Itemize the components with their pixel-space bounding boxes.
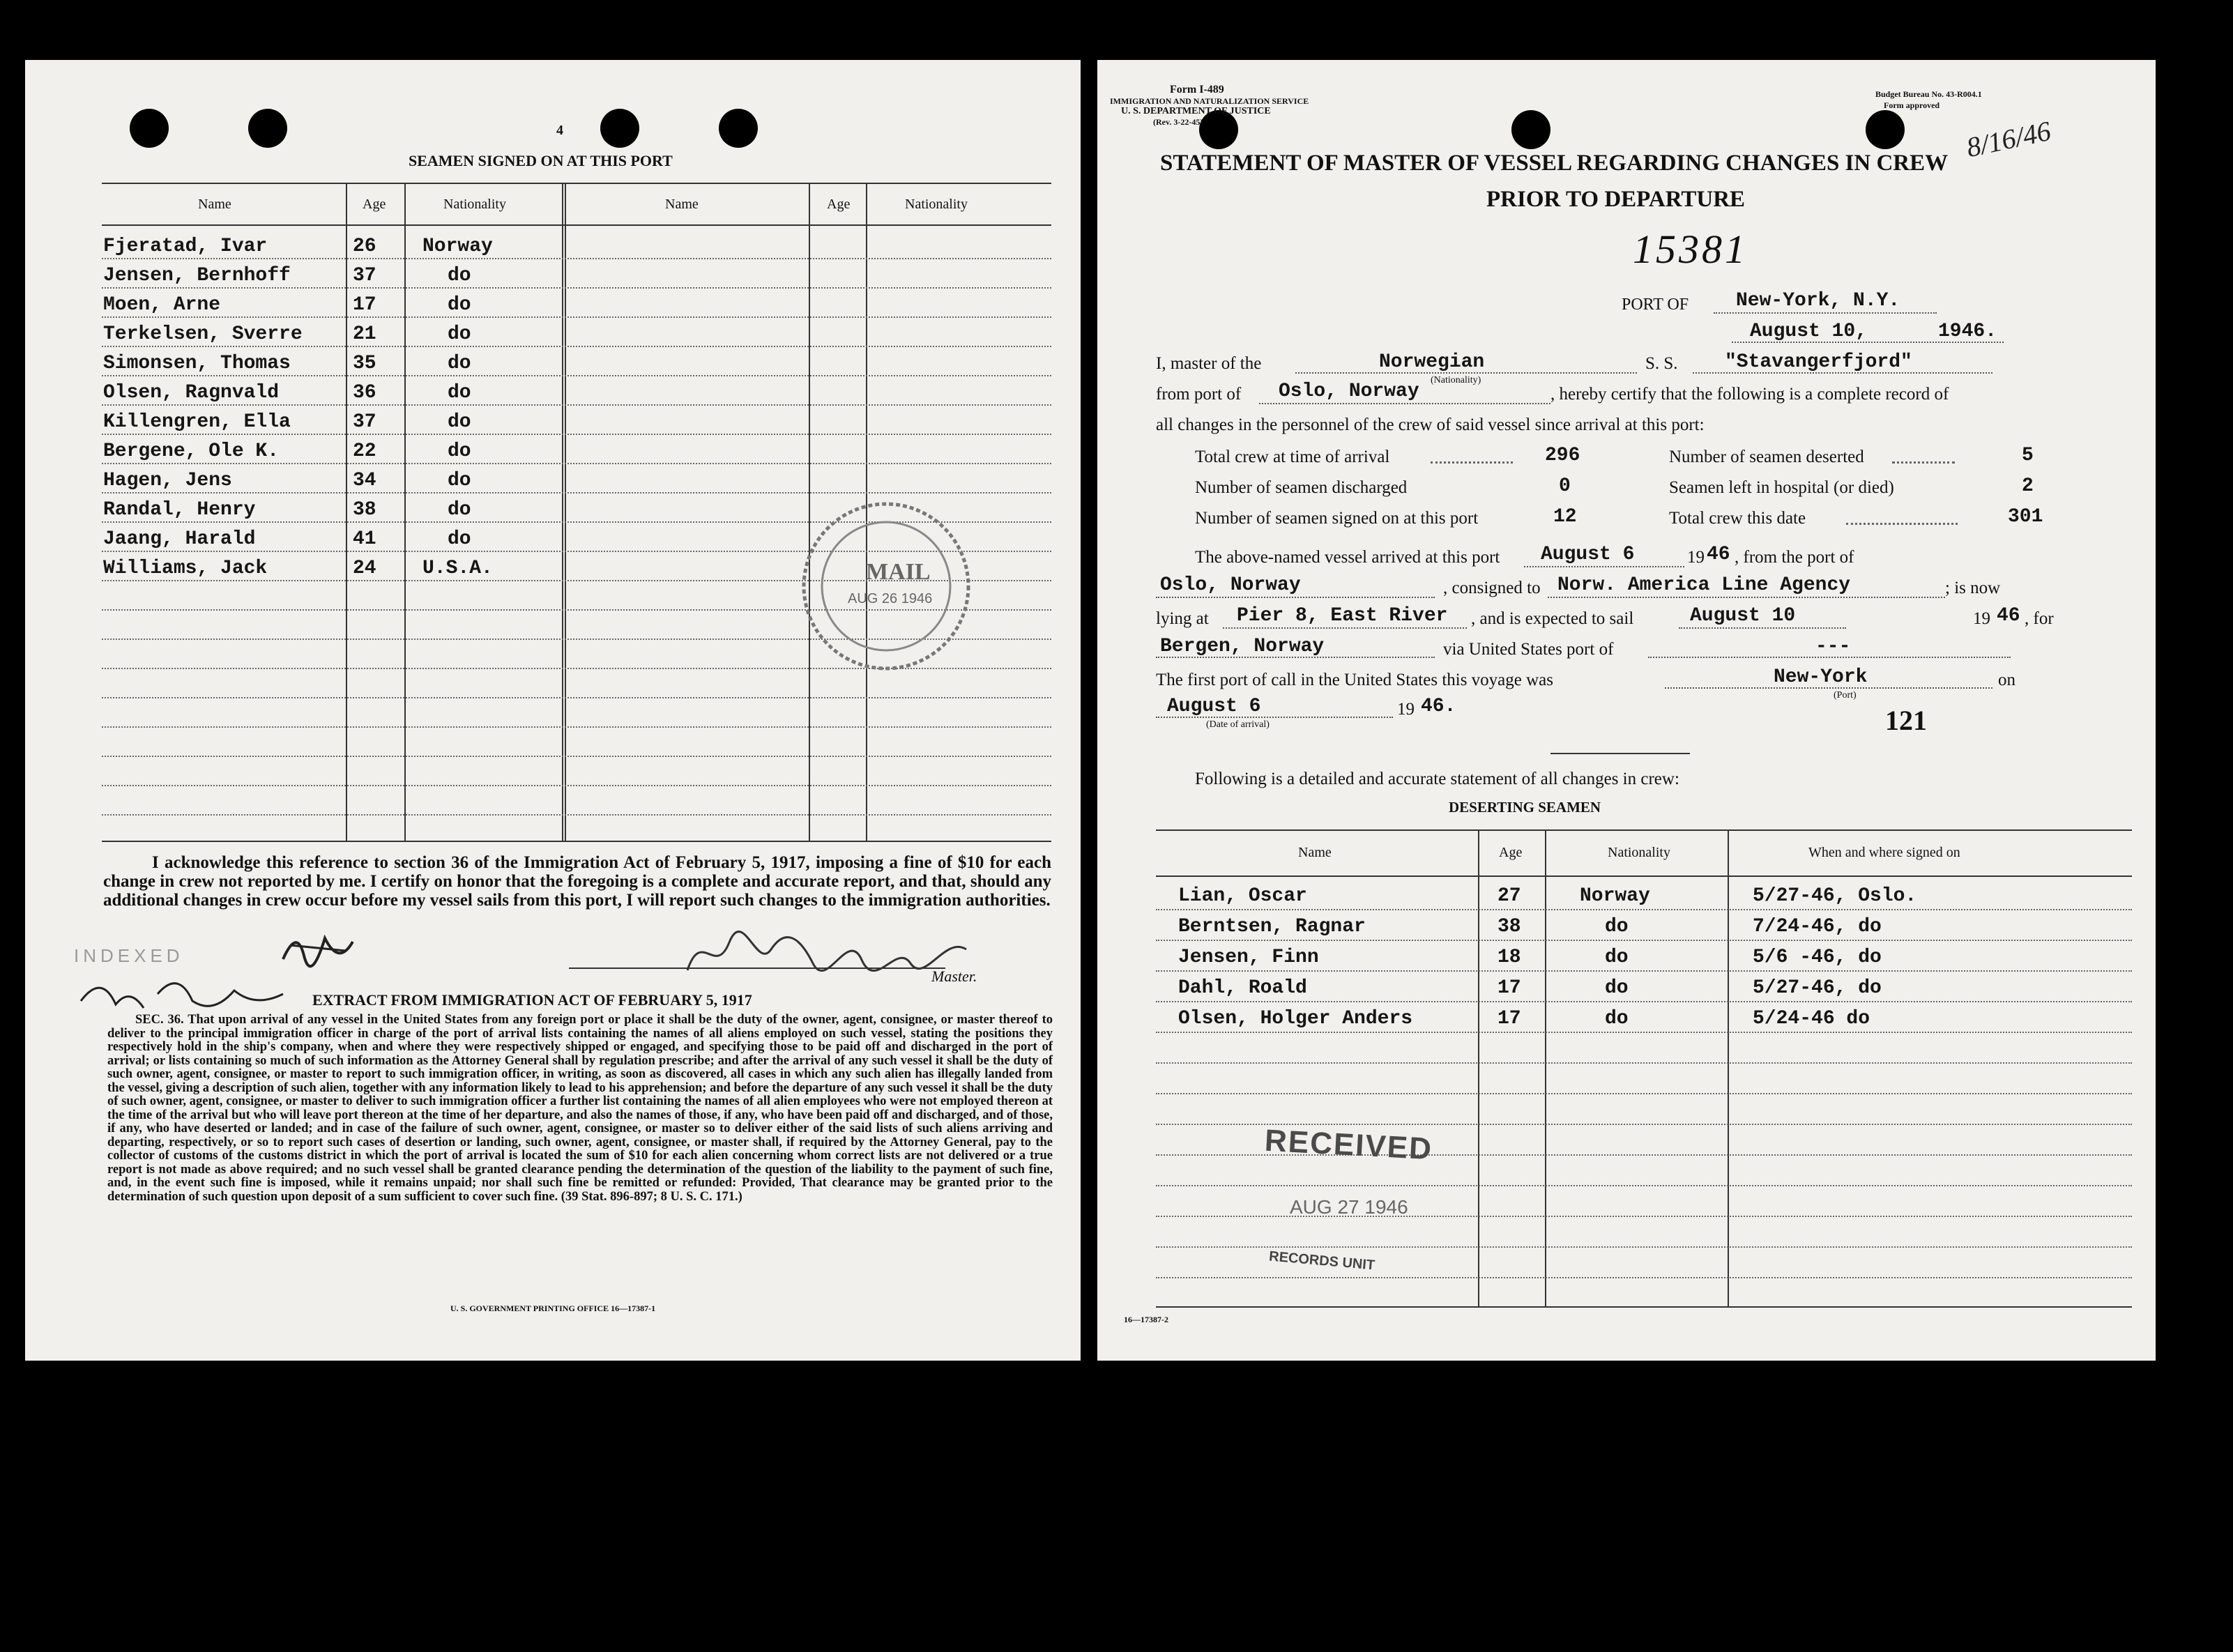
master-label: I, master of the: [1156, 354, 1262, 373]
deserter-nationality: Norway: [1580, 885, 1650, 907]
expected-label: , and is expected to sail: [1471, 609, 1634, 628]
is-now-label: ; is now: [1945, 579, 2001, 597]
punch-hole: [1866, 110, 1905, 149]
crew-nationality: do: [448, 323, 471, 345]
crew-age: 38: [353, 499, 376, 521]
crew-age: 22: [353, 441, 376, 462]
hospital-label: Seamen left in hospital (or died): [1669, 478, 1894, 497]
lying-label: lying at: [1156, 609, 1209, 628]
year-value: 1946.: [1938, 321, 1997, 342]
crew-age: 24: [353, 558, 376, 579]
arrived-year: 46: [1707, 544, 1730, 565]
received-date: AUG 27 1946: [1290, 1196, 1408, 1218]
footer-code: 16—17387-2: [1124, 1315, 1168, 1324]
certify-text: , hereby certify that the following is a complete record of: [1550, 385, 1949, 404]
extract-title: EXTRACT FROM IMMIGRATION ACT OF FEBRUARY 5, 1917: [312, 991, 752, 1009]
col-header-name: Name: [665, 197, 699, 212]
punch-hole: [600, 109, 639, 148]
punch-hole: [248, 109, 287, 148]
left-page: [25, 60, 1081, 1361]
punch-hole: [1511, 110, 1550, 149]
date-value: August 10,: [1750, 321, 1868, 342]
crew-name: Hagen, Jens: [103, 470, 232, 491]
deserter-signed: 5/24-46 do: [1753, 1008, 1870, 1030]
deserter-name: Dahl, Roald: [1178, 977, 1307, 999]
from-port-label: from port of: [1156, 385, 1242, 404]
date-arrival-caption: (Date of arrival): [1206, 719, 1270, 730]
port-label: PORT OF: [1622, 296, 1689, 314]
crew-name: Fjeratad, Ivar: [103, 236, 268, 257]
crew-name: Terkelsen, Sverre: [103, 323, 303, 345]
section-title: SEAMEN SIGNED ON AT THIS PORT: [409, 152, 673, 169]
right-page: [1097, 60, 2156, 1361]
port-value: New-York, N.Y.: [1736, 290, 1900, 312]
total-crew-arrival: 296: [1545, 445, 1580, 466]
total-crew-date-label: Total crew this date: [1669, 509, 1806, 528]
deserter-nationality: do: [1605, 947, 1629, 968]
nationality-value: Norwegian: [1379, 351, 1485, 373]
col-header-signed: When and where signed on: [1808, 845, 1960, 860]
from-port-value: Oslo, Norway: [1279, 381, 1419, 402]
arrived-from-value: Oslo, Norway: [1160, 574, 1301, 596]
deserter-name: Olsen, Holger Anders: [1178, 1008, 1413, 1030]
first-port-label: The first port of call in the United States this voyage was: [1156, 671, 1554, 689]
deserter-signed: 5/27-46, Oslo.: [1753, 885, 1917, 907]
sail-value: August 10: [1690, 605, 1796, 627]
deserter-signed: 7/24-46, do: [1753, 916, 1882, 938]
first-date-value: August 6: [1167, 696, 1261, 717]
deserter-age: 17: [1497, 977, 1521, 999]
col-header-nationality: Nationality: [443, 197, 506, 212]
mail-stamp-text: MAIL: [866, 559, 931, 585]
crew-nationality: do: [448, 499, 471, 521]
deserter-nationality: do: [1605, 977, 1629, 999]
consigned-label: , consigned to: [1443, 579, 1541, 597]
deserter-nationality: do: [1605, 916, 1629, 938]
col-header-nationality: Nationality: [905, 197, 968, 212]
for-label: , for: [2025, 609, 2054, 628]
deserting-title: DESERTING SEAMEN: [1449, 799, 1601, 816]
crew-nationality: do: [448, 470, 471, 491]
crew-name: Killengren, Ella: [103, 411, 291, 433]
crew-name: Jaang, Harald: [103, 528, 256, 550]
on-label: on: [1998, 671, 2015, 689]
first-port-caption: (Port): [1834, 690, 1857, 701]
hospital-count: 2: [2022, 475, 2034, 497]
col-header-age: Age: [1499, 845, 1523, 860]
arrived-year-prefix: 19: [1687, 548, 1705, 567]
col-header-name: Name: [1298, 845, 1332, 860]
deserter-name: Jensen, Finn: [1178, 947, 1319, 968]
deserted-label: Number of seamen deserted: [1669, 448, 1864, 466]
department-name: U. S. DEPARTMENT OF JUSTICE: [1121, 106, 1271, 116]
crew-name: Randal, Henry: [103, 499, 256, 521]
crew-name: Simonsen, Thomas: [103, 353, 291, 374]
received-stamp: RECEIVED: [1263, 1123, 1434, 1167]
via-value: ---: [1815, 636, 1851, 657]
deserter-age: 38: [1497, 916, 1521, 938]
sail-year-prefix: 19: [1973, 609, 1990, 628]
punch-hole: [130, 109, 169, 148]
records-unit-stamp: RECORDS UNIT: [1268, 1248, 1375, 1274]
following-label: Following is a detailed and accurate statement of all changes in crew:: [1195, 770, 1679, 788]
form-title-line2: PRIOR TO DEPARTURE: [1486, 187, 1746, 212]
crew-nationality: Norway: [422, 236, 493, 257]
deserter-signed: 5/6 -46, do: [1753, 947, 1882, 968]
deserter-signed: 5/27-46, do: [1753, 977, 1882, 999]
signed-on-label: Number of seamen signed on at this port: [1195, 509, 1479, 528]
nationality-caption: (Nationality): [1431, 375, 1481, 385]
certify-text-2: all changes in the personnel of the crew of said vessel since arrival at this port:: [1156, 415, 1705, 434]
crew-nationality: do: [448, 441, 471, 462]
crew-age: 37: [353, 411, 376, 433]
first-year: 46.: [1421, 696, 1456, 717]
consigned-value: Norw. America Line Agency: [1557, 574, 1851, 596]
deserter-age: 17: [1497, 1008, 1521, 1030]
crew-age: 35: [353, 353, 376, 374]
sail-year: 46: [1997, 605, 2020, 627]
crew-nationality: do: [448, 411, 471, 433]
punch-hole: [719, 109, 758, 148]
indexed-stamp: INDEXED: [74, 945, 184, 966]
deserter-name: Berntsen, Ragnar: [1178, 916, 1366, 938]
col-header-age: Age: [363, 197, 386, 212]
crew-age: 21: [353, 323, 376, 345]
first-year-prefix: 19: [1397, 700, 1415, 719]
crew-nationality: do: [448, 382, 471, 404]
total-crew-date: 301: [2008, 506, 2043, 528]
lying-value: Pier 8, East River: [1237, 605, 1448, 627]
for-value: Bergen, Norway: [1160, 636, 1325, 657]
col-header-name: Name: [198, 197, 231, 212]
crew-nationality: do: [448, 294, 471, 316]
total-crew-arrival-label: Total crew at time of arrival: [1195, 448, 1390, 466]
via-label: via United States port of: [1443, 640, 1614, 659]
form-number: Form I-489: [1170, 84, 1224, 95]
master-signature: [680, 921, 973, 988]
signed-on-count: 12: [1553, 506, 1577, 528]
mail-stamp: [799, 499, 973, 673]
handwritten-file-number: 15381: [1633, 227, 1748, 272]
ss-label: S. S.: [1645, 354, 1678, 373]
crew-name: Bergene, Ole K.: [103, 441, 280, 462]
crew-age: 26: [353, 236, 376, 257]
first-port-value: New-York: [1774, 666, 1868, 688]
crew-age: 41: [353, 528, 376, 550]
agency-name: IMMIGRATION AND NATURALIZATION SERVICE: [1110, 96, 1309, 106]
crew-age: 36: [353, 382, 376, 404]
form-title-line1: STATEMENT OF MASTER OF VESSEL REGARDING CHANGES IN CREW: [1160, 151, 1949, 176]
crew-name: Olsen, Ragnvald: [103, 382, 280, 404]
budget-bureau: Budget Bureau No. 43-R004.1: [1875, 89, 1982, 99]
ship-name: "Stavangerfjord": [1725, 351, 1912, 373]
handwritten-121: 121: [1885, 705, 1927, 736]
crew-name: Jensen, Bernhoff: [103, 265, 291, 286]
crew-age: 17: [353, 294, 376, 316]
deserter-age: 27: [1497, 885, 1521, 907]
crew-nationality: do: [448, 353, 471, 374]
crew-nationality: do: [448, 265, 471, 286]
master-label: Master.: [931, 968, 977, 985]
col-header-age: Age: [827, 197, 851, 212]
arrived-label: The above-named vessel arrived at this port: [1195, 548, 1500, 567]
form-revision: (Rev. 3-22-45): [1153, 117, 1203, 127]
acknowledgement-text: I acknowledge this reference to section 36 of the Immigration Act of February 5, 1917, imposing a fine of $10 for each change in crew not reported by me. I certify on honor that the foregoing is a complete and accurate report, and that, should any additional changes in crew occur before my vessel sails from this port, I will report such changes to the immigration authorities.: [103, 853, 1051, 910]
printing-office: U. S. GOVERNMENT PRINTING OFFICE 16—17387-1: [450, 1303, 656, 1313]
crew-age: 34: [353, 470, 376, 491]
from-port-of-label: , from the port of: [1735, 548, 1854, 567]
crew-nationality: do: [448, 528, 471, 550]
mail-stamp-date: AUG 26 1946: [848, 591, 933, 606]
crew-name: Williams, Jack: [103, 558, 268, 579]
discharged-count: 0: [1559, 475, 1571, 497]
deserter-name: Lian, Oscar: [1178, 885, 1307, 907]
deserter-nationality: do: [1605, 1008, 1629, 1030]
col-header-nationality: Nationality: [1608, 845, 1670, 860]
deserted-count: 5: [2022, 445, 2034, 466]
crew-age: 37: [353, 265, 376, 286]
crew-nationality: U.S.A.: [422, 558, 493, 579]
form-approved: Form approved: [1884, 100, 1940, 110]
corner-handwritten-date: 8/16/46: [1963, 114, 2054, 164]
arrived-value: August 6: [1541, 544, 1635, 565]
deserter-age: 18: [1497, 947, 1521, 968]
crew-name: Moen, Arne: [103, 294, 221, 316]
page-number: 4: [556, 123, 563, 138]
discharged-label: Number of seamen discharged: [1195, 478, 1408, 497]
extract-text: SEC. 36. That upon arrival of any vessel in the United States from any foreign port or place it shall be the duty of the owner, agent, consignee, or master thereof to deliver to the principal immigration officer in charge of the port of arrival lists containing the names of all aliens employed on such vessel, stating the positions they respectively hold in the ship's company, when and where they were respectively shipped or engaged, and specifying those to be paid off and discharged in the port of arrival; or lists containing so much of such information as the Attorney General shall by regulation prescribe; and after the arrival of any such vessel it shall be the duty of such owner, agent, consignee, or master to report to such immigration officer, in writing, as soon as discovered, all cases in which any such alien has illegally landed from the vessel, giving a description of such alien, together with any information likely to lead to his apprehension; and before the departure of any such vessel it shall be the duty of such owner, agent, consignee, or master to deliver to such immigration officer a further list containing the names of all alien employees who were not employed thereon at the time of the arrival but who will leave port thereon at the time of her departure, and also the names of those, if any, who have been paid off and discharged, and of those, if any, who have deserted or landed; and in case of the failure of such owner, agent, consignee, or master so to deliver either of the said lists of such aliens arriving and departing, respectively, or so to report such cases of desertion or landing, such owner, agent, consignee, or master shall, if required by the Attorney General, pay to the collector of customs of the customs district in which the port of arrival is located the sum of $10 for each alien concerning whom correct lists are not delivered or a true report is not made as above required; and no such vessel shall be granted clearance pending the determination of the question of the liability to the payment of such fine, and, in the event such fine is imposed, while it remains unpaid; nor shall such fine be remitted or refunded: Provided, That clearance may be granted prior to the determination of such question upon deposit of a sum sufficient to cover such fine. (39 Stat. 896-897; 8 U. S. C. 171.): [107, 1013, 1053, 1204]
